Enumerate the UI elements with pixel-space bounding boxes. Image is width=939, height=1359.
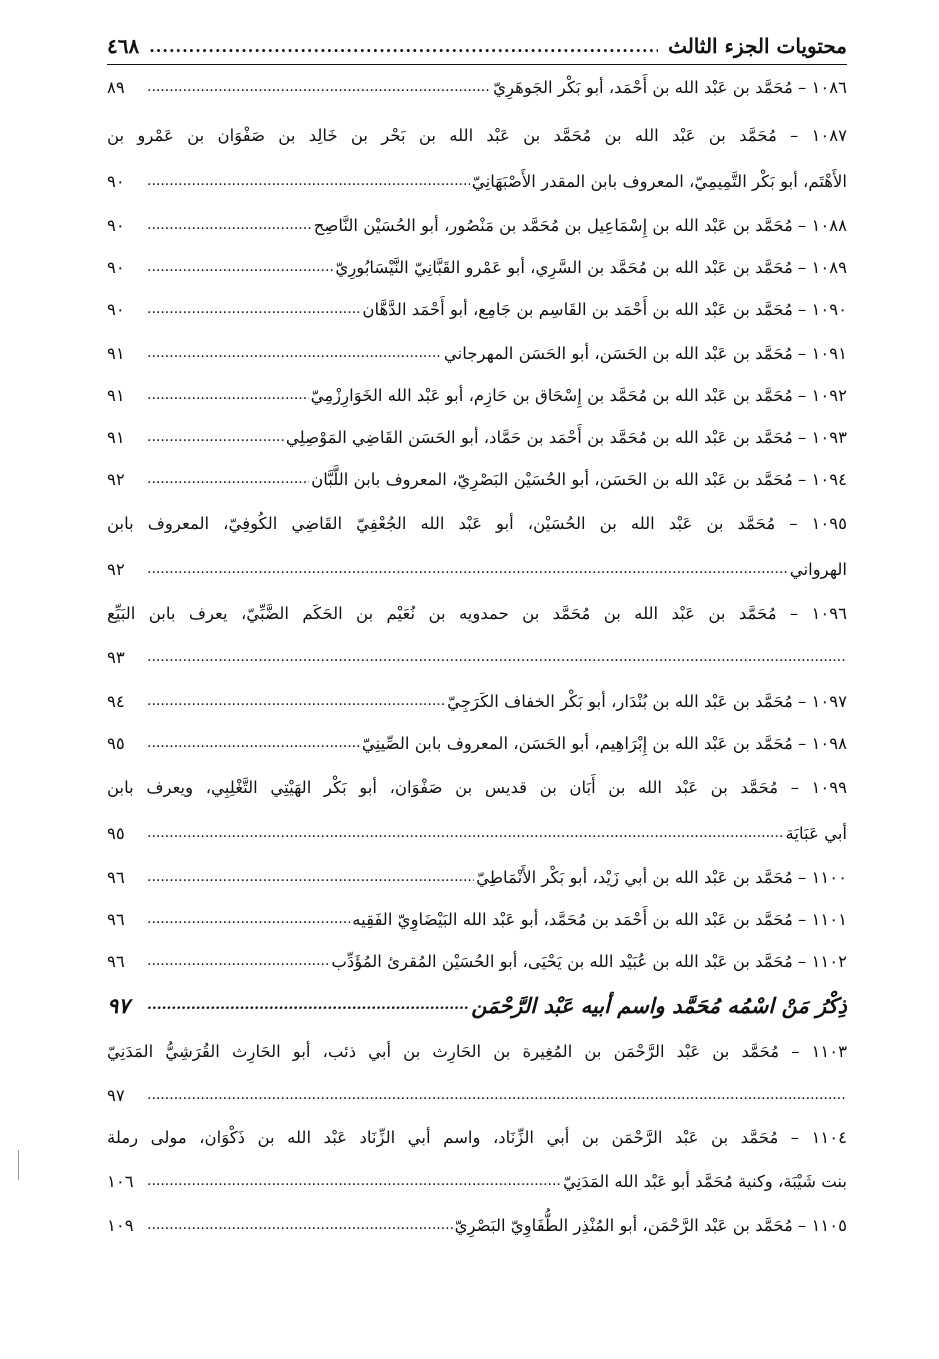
entry-text: ١١٠٥ – مُحَمَّد بن عَبْد الرَّحْمَن، أبو المُنْذِر الطُّفَاوِيّ البَصْرِيّ <box>454 1215 847 1235</box>
entry-page-number: ٩١ <box>107 427 125 447</box>
entry-text: ١٠٩٥ – مُحَمَّد بن عَبْد الله بن الحُسَيْن، أبو عَبْد الله الجُعْفِيّ القَاضِي الكُوفِيّ، المعروف بابن <box>107 513 847 533</box>
leader-dots <box>147 1217 453 1233</box>
toc-entry <box>107 70 847 104</box>
entry-text: بنت شَيْبَة، وكنية مُحَمَّد أبو عَبْد الله المَدَنِيّ <box>562 1171 847 1191</box>
toc-entry <box>107 860 847 894</box>
entry-page-number: ١٠٦ <box>107 1171 134 1191</box>
toc-entry <box>107 118 847 152</box>
entry-page-number: ٩٣ <box>107 647 125 667</box>
entry-text: ١١٠١ – مُحَمَّد بن عَبْد الله بن أَحْمَد بن مُحَمَّد، أبو عَبْد الله البَيْضَاوِيّ الفَقِيه <box>352 909 847 929</box>
entry-page-number: ٩٦ <box>107 951 125 971</box>
header-leader-dots <box>149 37 658 56</box>
leader-dots <box>147 387 309 403</box>
leader-dots <box>147 869 474 885</box>
section-title: ذِكْرُ مَنْ اسْمُه مُحَمَّد واسم أبيه عَبْد الرَّحْمَن <box>471 992 847 1018</box>
toc-entry <box>107 552 847 586</box>
toc-entry <box>107 684 847 718</box>
entry-page-number: ٩١ <box>107 385 125 405</box>
toc-entry <box>107 1120 847 1154</box>
entry-text: ١٠٩٢ – مُحَمَّد بن عَبْد الله بن مُحَمَّد بن إِسْحَاق بن حَازِم، أبو عَبْد الله الخَوَارِزْمِيّ <box>310 385 847 405</box>
section-heading <box>107 988 847 1022</box>
margin-mark <box>18 1150 25 1180</box>
leader-dots <box>147 693 445 709</box>
entry-text: أبي عَبَايَة <box>785 823 847 843</box>
page-number: ٤٦٨ <box>107 34 140 58</box>
toc-entry <box>107 726 847 760</box>
toc-entry <box>107 378 847 412</box>
entry-text: ١٠٨٧ – مُحَمَّد بن عَبْد الله بن مُحَمَّد بن عَبْد الله بن بَحْر بن خَالِد بن صَفْوَان بن عَمْرو بن <box>107 125 847 145</box>
leader-dots <box>147 561 788 577</box>
toc-entry <box>107 1164 847 1198</box>
entry-text: ١٠٩٩ – مُحَمَّد بن عَبْد الله بن أَبَان بن قديس بن صَفْوَان، أبو بَكْر الهَيْتِي التَّغْلِبِي، ويعرف بابن <box>107 777 847 797</box>
entry-text: ١٠٨٨ – مُحَمَّد بن عَبْد الله بن إِسْمَاعِيل بن مُحَمَّد بن مَنْصُور، أبو الحُسَيْن النَّاصِح <box>313 215 847 235</box>
leader-dots <box>147 1173 561 1189</box>
toc-entry <box>107 1078 847 1112</box>
leader-dots <box>147 953 329 969</box>
running-title: محتويات الجزء الثالث <box>668 34 847 58</box>
leader-dots <box>147 997 469 1013</box>
entry-text: ١٠٩٨ – مُحَمَّد بن عَبْد الله بن إِبْرَاهِيم، أبو الحَسَن، المعروف بابن الصِّينِيّ <box>361 733 847 753</box>
leader-dots <box>147 1087 847 1103</box>
entry-text: ١٠٨٩ – مُحَمَّد بن عَبْد الله بن مُحَمَّد بن السَّرِي، أبو عَمْرو القَبَّانِيّ النَّيْسَابُورِيّ <box>335 257 847 277</box>
entry-text: ١٠٩١ – مُحَمَّد بن عَبْد الله بن الحَسَن، أبو الحَسَن المهرجاني <box>443 343 847 363</box>
toc-entry <box>107 944 847 978</box>
entry-text: ١١٠٠ – مُحَمَّد بن عَبْد الله بن أبي زَيْد، أبو بَكْر الأَنْمَاطِيّ <box>476 867 847 887</box>
entry-text: الأَهْتَم، أبو بَكْر التَّمِيمِيّ، المعروف بابن المقدر الأَصْبَهَانِيّ <box>471 171 847 191</box>
entry-page-number: ٩٢ <box>107 469 125 489</box>
entry-page-number: ٩٠ <box>107 215 125 235</box>
leader-dots <box>147 259 333 275</box>
leader-dots <box>147 471 309 487</box>
toc-entry <box>107 1034 847 1068</box>
entry-text: الهرواني <box>789 559 847 579</box>
leader-dots <box>147 825 784 841</box>
toc-entry <box>107 462 847 496</box>
entry-text: ١١٠٤ – مُحَمَّد بن عَبْد الرَّحْمَن بن أبي الزِّنَاد، واسم أبي الزِّنَاد عَبْد الله بن ذَكْوَان، مولى رملة <box>107 1127 847 1147</box>
entry-text: ١٠٩٠ – مُحَمَّد بن عَبْد الله بن أَحْمَد بن القَاسِم بن جَامِع، أبو أَحْمَد الدَّهَّان <box>362 299 847 319</box>
entry-page-number: ٩٥ <box>107 823 125 843</box>
leader-dots <box>147 345 442 361</box>
toc-entry <box>107 164 847 198</box>
toc-entry <box>107 336 847 370</box>
entry-page-number: ١٠٩ <box>107 1215 134 1235</box>
leader-dots <box>147 301 360 317</box>
entry-page-number: ٩٧ <box>107 992 130 1018</box>
page-header <box>107 28 847 65</box>
entry-page-number: ٩٥ <box>107 733 125 753</box>
entry-page-number: ٩٠ <box>107 257 125 277</box>
entry-text: ١١٠٢ – مُحَمَّد بن عَبْد الله بن عُبَيْد الله بن يَحْيَى، أبو الحُسَيْن المُقرئ المُؤَدِّب <box>331 951 847 971</box>
entry-text: ١٠٩٤ – مُحَمَّد بن عَبْد الله بن الحَسَن، أبو الحُسَيْن البَصْرِيّ، المعروف بابن اللَّبَّان <box>311 469 847 489</box>
entry-page-number: ٩٢ <box>107 559 125 579</box>
entry-text: ١٠٩٣ – مُحَمَّد بن عَبْد الله بن مُحَمَّد بن أَحْمَد بن حَمَّاد، أبو الحَسَن القَاضِي المَوْصِلِي <box>285 427 847 447</box>
toc-entry <box>107 506 847 540</box>
toc-entry <box>107 596 847 630</box>
toc-entry <box>107 770 847 804</box>
leader-dots <box>147 649 847 665</box>
entry-text: ١٠٩٦ – مُحَمَّد بن عَبْد الله بن مُحَمَّد بن حمدويه بن نُعَيْم بن الحَكَم الضَّبِّيّ، يعرف بابن البَيِّع <box>107 603 847 623</box>
entry-text: ١١٠٣ – مُحَمَّد بن عَبْد الرَّحْمَن بن المُغِيرة بن الحَارِث بن أبي ذئب، أبو الحَارِث القُرَشِيُّ المَدَنِيّ <box>107 1041 847 1061</box>
entry-page-number: ٨٩ <box>107 77 125 97</box>
toc-entry <box>107 250 847 284</box>
toc-entry <box>107 420 847 454</box>
leader-dots <box>147 173 470 189</box>
entry-page-number: ٩٦ <box>107 867 125 887</box>
toc-entry <box>107 816 847 850</box>
entry-page-number: ٩٠ <box>107 299 125 319</box>
leader-dots <box>147 429 284 445</box>
entry-text: ١٠٩٧ – مُحَمَّد بن عَبْد الله بن بُنْدَار، أبو بَكْر الخفاف الكَرَجِيّ <box>447 691 847 711</box>
leader-dots <box>147 217 312 233</box>
toc-entry <box>107 292 847 326</box>
toc-entry <box>107 208 847 242</box>
leader-dots <box>147 79 491 95</box>
toc-entry <box>107 640 847 674</box>
entry-page-number: ٩٧ <box>107 1085 125 1105</box>
leader-dots <box>147 911 350 927</box>
entry-text: ١٠٨٦ – مُحَمَّد بن عَبْد الله بن أَحْمَد، أبو بَكْر الجَوهَرِيّ <box>493 77 847 97</box>
leader-dots <box>147 735 360 751</box>
entry-page-number: ٩١ <box>107 343 125 363</box>
toc-entry <box>107 902 847 936</box>
toc-entry <box>107 1208 847 1242</box>
entry-page-number: ٩٦ <box>107 909 125 929</box>
entry-page-number: ٩٠ <box>107 171 125 191</box>
entry-page-number: ٩٤ <box>107 691 125 711</box>
